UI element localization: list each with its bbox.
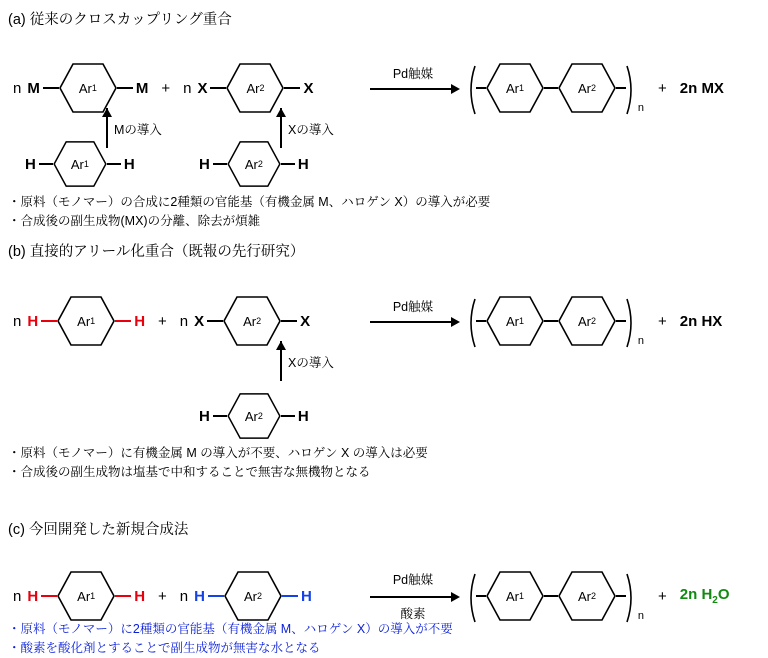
aryl-ring-label: Ar 2 bbox=[577, 313, 596, 329]
leaving-group-left-c-2: H bbox=[134, 587, 146, 605]
bond-line bbox=[213, 415, 227, 417]
section-b-reaction-row bbox=[10, 295, 313, 347]
section-c-note-1: ・原料（モノマー）に2種類の官能基（有機金属 M、ハロゲン X）の導入が不要 bbox=[8, 622, 453, 636]
aryl-ring-c-2 bbox=[224, 570, 282, 622]
bond-line-red bbox=[41, 595, 57, 598]
intro-arrow-a-2-label: Xの導入 bbox=[288, 123, 334, 137]
plus-sign-c: + bbox=[158, 587, 167, 605]
aryl-ring-label: Ar 2 bbox=[243, 588, 262, 604]
section-c-reaction-row bbox=[10, 570, 315, 622]
leaving-group-left-a-1: M bbox=[27, 79, 40, 97]
aryl-ring-label: Ar 1 bbox=[78, 80, 97, 96]
byproduct-a: 2n MX bbox=[679, 79, 724, 97]
stoich-n-left-b: n bbox=[13, 312, 22, 330]
byproduct-b: 2n HX bbox=[679, 312, 723, 330]
precursor-h-left: H bbox=[25, 155, 36, 173]
aryl-ring-b-1 bbox=[57, 295, 115, 347]
bond-line bbox=[281, 320, 297, 322]
bond-line-blue bbox=[282, 595, 298, 598]
bond-line bbox=[476, 320, 486, 322]
bond-line bbox=[284, 87, 300, 89]
aryl-ring-a-2 bbox=[226, 62, 284, 114]
bond-line bbox=[476, 87, 486, 89]
section-a-note-1: ・原料（モノマー）の合成に2種類の官能基（有機金属 M、ハロゲン X）の導入が必要 bbox=[8, 195, 491, 209]
polymer-subscript-a: n bbox=[637, 102, 644, 114]
aryl-ring-label: Ar 1 bbox=[77, 588, 96, 604]
aryl-ring-label: Ar 2 bbox=[577, 588, 596, 604]
section-b-note-1: ・原料（モノマー）に有機金属 M の導入が不要、ハロゲン X の導入は必要 bbox=[8, 446, 428, 460]
leaving-group-right-b-1: X bbox=[194, 312, 205, 330]
bond-line bbox=[39, 163, 53, 165]
leaving-group-right-a-2: X bbox=[303, 79, 314, 97]
bond-line bbox=[210, 87, 226, 89]
plus-sign-product-a: + bbox=[658, 79, 667, 97]
intro-arrow-a-1-label: Mの導入 bbox=[114, 123, 162, 137]
intro-arrow-b-1-label: Xの導入 bbox=[288, 356, 334, 370]
polymer-product-a bbox=[466, 62, 727, 114]
bond-line bbox=[544, 595, 558, 597]
precursor-h-right: H bbox=[297, 155, 309, 173]
polymer-ring-c-1 bbox=[486, 570, 544, 622]
bond-line bbox=[107, 163, 121, 165]
bond-line bbox=[476, 595, 486, 597]
bond-line bbox=[616, 595, 626, 597]
polymer-ring-b-1 bbox=[486, 295, 544, 347]
precursor-a-2 bbox=[196, 140, 312, 188]
section-a-title: (a) 従来のクロスカップリング重合 bbox=[8, 12, 232, 28]
bond-line-blue bbox=[208, 595, 224, 598]
bond-line-red bbox=[115, 595, 131, 598]
bond-line bbox=[544, 87, 558, 89]
precursor-h-right: H bbox=[297, 407, 309, 425]
bracket-close bbox=[626, 65, 644, 114]
aryl-ring-label: Ar 2 bbox=[577, 80, 596, 96]
oxidant-label-c: 酸素 bbox=[400, 607, 426, 621]
stoich-n-right-a: n bbox=[183, 79, 192, 97]
aryl-ring-c-1 bbox=[57, 570, 115, 622]
precursor-ring-a-1 bbox=[53, 140, 107, 188]
bond-line bbox=[616, 320, 626, 322]
precursor-a-1 bbox=[22, 140, 138, 188]
byproduct-c bbox=[680, 586, 730, 606]
polymer-ring-b-2 bbox=[558, 295, 616, 347]
aryl-ring-label: Ar 1 bbox=[505, 588, 524, 604]
stoich-n-left-c: n bbox=[13, 587, 22, 605]
precursor-ring-a-2 bbox=[227, 140, 281, 188]
plus-sign-b: + bbox=[158, 312, 167, 330]
catalyst-label-b: Pd触媒 bbox=[392, 300, 434, 314]
bracket-close bbox=[626, 298, 644, 347]
precursor-b-1 bbox=[196, 392, 312, 440]
polymer-subscript-c: n bbox=[637, 610, 644, 622]
aryl-ring-label: Ar 1 bbox=[77, 313, 96, 329]
aryl-ring-label: Ar 2 bbox=[244, 156, 263, 172]
plus-sign-product-b: + bbox=[658, 312, 667, 330]
precursor-h-right: H bbox=[123, 155, 135, 173]
section-c-title: (c) 今回開発した新規合成法 bbox=[8, 522, 189, 538]
bracket-open bbox=[466, 298, 476, 344]
section-a-reaction-row bbox=[10, 62, 316, 114]
leaving-group-left-c-1: H bbox=[27, 587, 39, 605]
bond-line bbox=[43, 87, 59, 89]
bond-line bbox=[281, 163, 295, 165]
polymer-ring-a-1 bbox=[486, 62, 544, 114]
aryl-ring-label: Ar 1 bbox=[70, 156, 89, 172]
leaving-group-right-c-2: H bbox=[300, 587, 312, 605]
stoich-n-right-b: n bbox=[179, 312, 189, 330]
leaving-group-left-b-2: H bbox=[134, 312, 146, 330]
polymer-ring-a-2 bbox=[558, 62, 616, 114]
bond-line bbox=[616, 87, 626, 89]
bond-line-red bbox=[115, 320, 131, 323]
bracket-open bbox=[466, 65, 476, 111]
polymer-product-b bbox=[466, 295, 725, 347]
leaving-group-right-c-1: H bbox=[194, 587, 205, 605]
bracket-open bbox=[466, 573, 476, 619]
leaving-group-left-a-2: M bbox=[135, 79, 149, 97]
leaving-group-right-b-2: X bbox=[300, 312, 311, 330]
aryl-ring-label: Ar 2 bbox=[244, 408, 263, 424]
leaving-group-left-b-1: H bbox=[27, 312, 39, 330]
catalyst-label-c: Pd触媒 bbox=[392, 573, 434, 587]
bond-line bbox=[117, 87, 133, 89]
bond-line bbox=[281, 415, 295, 417]
precursor-ring-b-1 bbox=[227, 392, 281, 440]
polymer-ring-c-2 bbox=[558, 570, 616, 622]
precursor-h-left: H bbox=[199, 407, 210, 425]
aryl-ring-label: Ar 2 bbox=[246, 80, 265, 96]
aryl-ring-label: Ar 1 bbox=[505, 80, 524, 96]
aryl-ring-a-1 bbox=[59, 62, 117, 114]
bond-line bbox=[213, 163, 227, 165]
plus-sign-product-c: + bbox=[658, 587, 667, 605]
polymer-subscript-b: n bbox=[637, 335, 644, 347]
stoich-n-left-a: n bbox=[13, 79, 22, 97]
bracket-close bbox=[626, 573, 644, 622]
catalyst-label-a: Pd触媒 bbox=[392, 67, 434, 81]
aryl-ring-b-2 bbox=[223, 295, 281, 347]
plus-sign-a: + bbox=[161, 79, 171, 97]
aryl-ring-label: Ar 2 bbox=[243, 313, 262, 329]
section-c-note-2: ・酸素を酸化剤とすることで副生成物が無害な水となる bbox=[8, 641, 321, 655]
byproduct-c-text: 2n $H_2O$ bbox=[679, 586, 730, 606]
bond-line-red bbox=[41, 320, 57, 323]
leaving-group-right-a-1: X bbox=[197, 79, 208, 97]
section-b-note-2: ・合成後の副生成物は塩基で中和することで無害な無機物となる bbox=[8, 465, 371, 479]
stoich-n-right-c: n bbox=[179, 587, 189, 605]
polymer-product-c bbox=[466, 570, 733, 622]
precursor-h-left: H bbox=[199, 155, 210, 173]
section-b-title: (b) 直接的アリール化重合（既報の先行研究） bbox=[8, 244, 305, 260]
bond-line bbox=[544, 320, 558, 322]
section-a-note-2: ・合成後の副生成物(MX)の分離、除去が煩雑 bbox=[8, 214, 261, 228]
bond-line bbox=[207, 320, 223, 322]
aryl-ring-label: Ar 1 bbox=[505, 313, 524, 329]
